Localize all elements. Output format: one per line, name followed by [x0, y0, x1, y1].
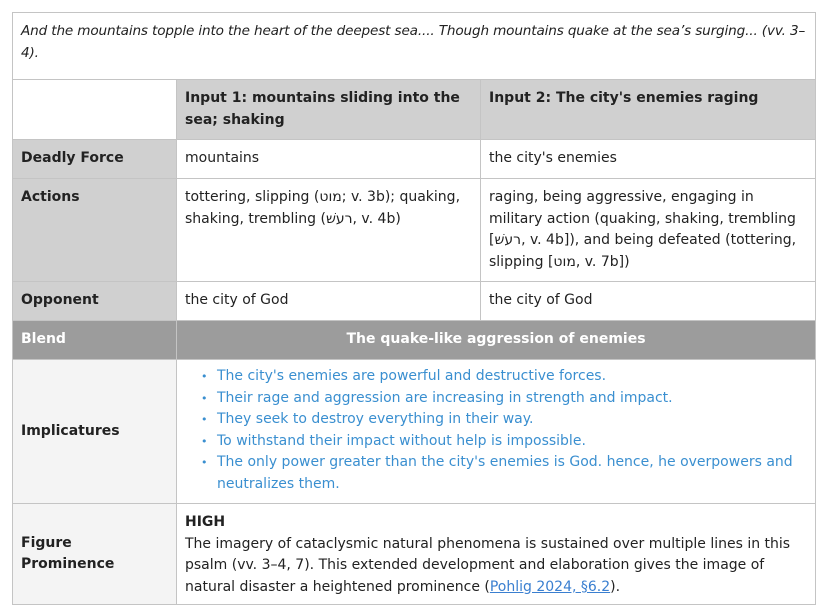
row-actions [13, 179, 816, 282]
row-blend [13, 321, 816, 360]
implicature-item: • The city's enemies are powerful and destructive forces. [217, 366, 807, 388]
implicatures-list [185, 366, 807, 495]
caption-row [13, 13, 816, 80]
label-implicatures: Implicatures [13, 360, 177, 504]
label-blend: Blend [13, 321, 177, 360]
blend-analysis-table-container [12, 12, 815, 605]
actions-input-2: raging, being aggressive, engaging in military action (quaking, shaking, trembling [רעשׁ, v. 4b]), and being defeated (tottering, slipping [מוט, v. 7b]) [481, 179, 816, 282]
prominence-description: The imagery of cataclysmic natural phenomena is sustained over multiple lines in this psalm (vv. 3–4, 7). This extended development and elaboration gives the image of natural disaster a heightened prominence ( [185, 535, 791, 595]
header-corner-cell [13, 80, 177, 140]
implicature-item: • To withstand their impact without help is impossible. [217, 431, 807, 453]
opponent-input-1: the city of God [177, 282, 481, 321]
scripture-caption: And the mountains topple into the heart of the deepest sea.... Though mountains quake at the sea’s surging... (vv. 3–4). [13, 13, 816, 80]
figure-prominence-cell [177, 504, 816, 605]
prominence-level: HIGH [185, 514, 226, 530]
blend-value: The quake-like aggression of enemies [177, 321, 816, 360]
implicature-item: • Their rage and aggression are increasing in strength and impact. [217, 388, 807, 410]
label-figure-prominence: Figure Prominence [13, 504, 177, 605]
header-row [13, 80, 816, 140]
label-opponent: Opponent [13, 282, 177, 321]
row-implicatures [13, 360, 816, 504]
label-deadly-force: Deadly Force [13, 140, 177, 179]
implicature-item: • The only power greater than the city's enemies is God. hence, he overpowers and neutralizes them. [217, 452, 807, 495]
row-deadly-force [13, 140, 816, 179]
implicatures-cell [177, 360, 816, 504]
blend-analysis-table [12, 12, 816, 605]
deadly-force-input-2: the city's enemies [481, 140, 816, 179]
implicature-item: • They seek to destroy everything in their way. [217, 409, 807, 431]
row-figure-prominence [13, 504, 816, 605]
header-input-2: Input 2: The city's enemies raging [481, 80, 816, 140]
citation-link[interactable]: Pohlig 2024, §6.2 [489, 578, 611, 595]
actions-input-1: tottering, slipping (מוט; v. 3b); quaking, shaking, trembling (רעשׁ, v. 4b) [177, 179, 481, 282]
opponent-input-2: the city of God [481, 282, 816, 321]
row-opponent [13, 282, 816, 321]
header-input-1: Input 1: mountains sliding into the sea; shaking [177, 80, 481, 140]
prominence-description-end: ). [610, 578, 621, 595]
deadly-force-input-1: mountains [177, 140, 481, 179]
label-actions: Actions [13, 179, 177, 282]
